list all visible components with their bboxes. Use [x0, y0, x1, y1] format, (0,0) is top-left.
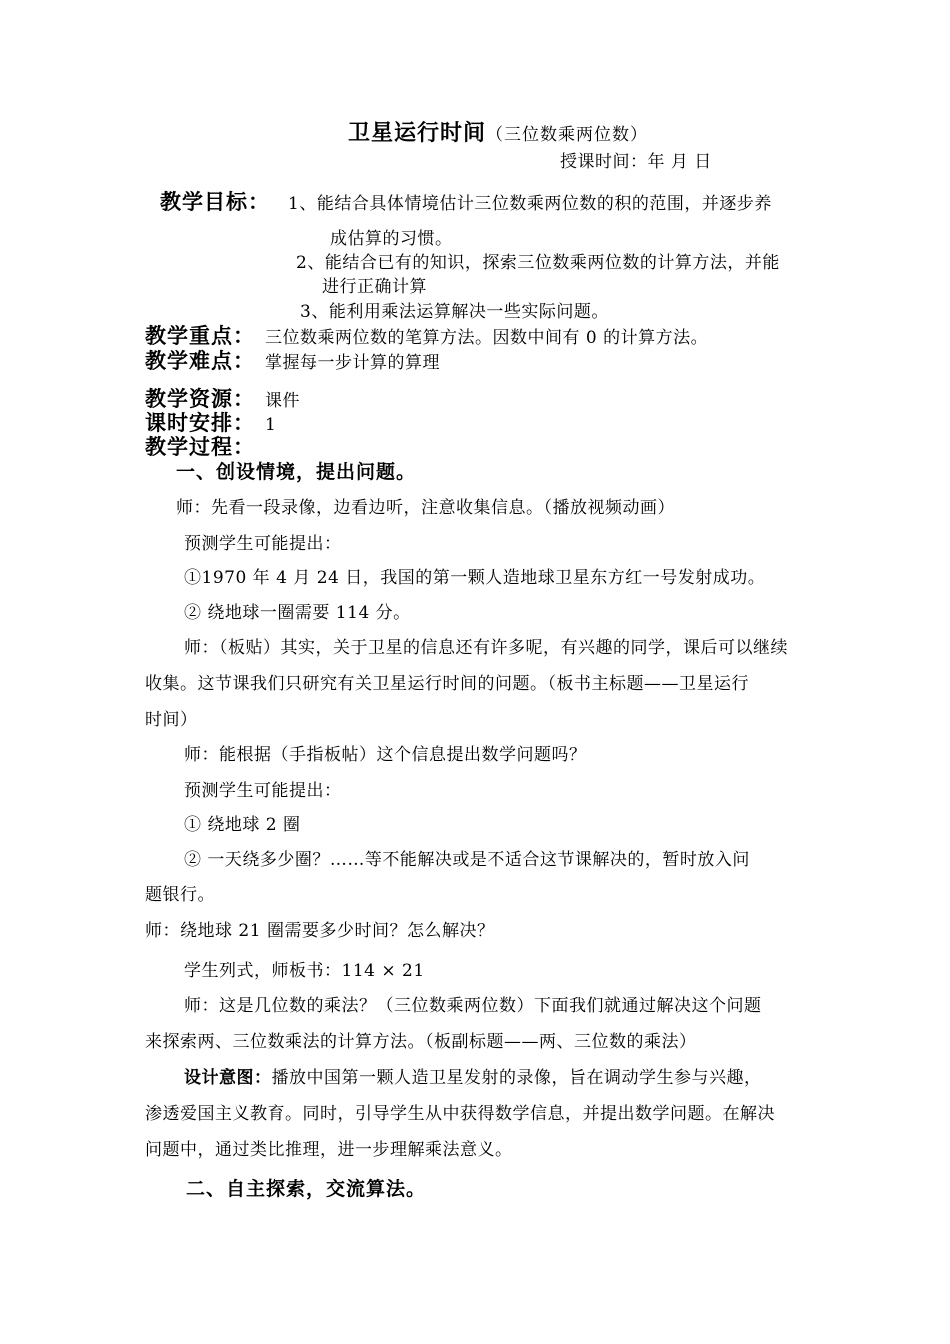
paragraph: ② 一天绕多少圈？……等不能解决或是不适合这节课解决的，暂时放入问 — [184, 850, 750, 870]
paragraph: 师：这是几位数的乘法？（三位数乘两位数）下面我们就通过解决这个问题 — [184, 996, 762, 1016]
key-points-label: 教学重点： — [145, 324, 255, 348]
objectives-label: 教学目标： — [160, 190, 270, 214]
difficulties-label: 教学难点： — [145, 349, 255, 373]
paragraph: 学生列式，师板书：114 × 21 — [184, 961, 425, 981]
paragraph: 师：能根据（手指板帖）这个信息提出数学问题吗？ — [184, 745, 587, 765]
design-intent-line1: 设计意图：播放中国第一颗人造卫星发射的录像，旨在调动学生参与兴趣， — [184, 1068, 762, 1088]
paragraph: 题银行。 — [145, 885, 215, 905]
schedule-text: 1 — [265, 415, 277, 435]
schedule-label: 课时安排： — [145, 411, 255, 435]
objective-3: 3、能利用乘法运算解决一些实际问题。 — [300, 302, 609, 322]
date-line: 授课时间：年 月 日 — [560, 152, 712, 172]
difficulties-text: 掌握每一步计算的算理 — [265, 353, 440, 373]
paragraph: 时间） — [145, 710, 198, 730]
paragraph: 预测学生可能提出： — [184, 534, 342, 554]
objective-2-line2: 进行正确计算 — [322, 277, 427, 297]
document-title — [348, 123, 648, 146]
design-intent-line3: 问题中，通过类比推理，进一步理解乘法意义。 — [145, 1140, 513, 1160]
paragraph: ② 绕地球一圈需要 114 分。 — [184, 603, 411, 623]
resources-label: 教学资源： — [145, 387, 255, 411]
key-points-text: 三位数乘两位数的笔算方法。因数中间有 0 的计算方法。 — [265, 328, 709, 348]
resources-text: 课件 — [265, 391, 300, 411]
objective-1-line2: 成估算的习惯。 — [330, 229, 453, 249]
paragraph: 预测学生可能提出： — [184, 781, 342, 801]
section-1-heading: 一、创设情境，提出问题。 — [176, 461, 417, 483]
paragraph: 师：绕地球 21 圈需要多少时间？怎么解决？ — [145, 921, 495, 941]
design-intent-label: 设计意图： — [184, 1068, 272, 1088]
paragraph: 师：先看一段录像，边看边听，注意收集信息。（播放视频动画） — [176, 498, 675, 518]
section-2-heading: 二、自主探索，交流算法。 — [186, 1178, 427, 1200]
title-subtitle: （三位数乘两位数） — [486, 125, 649, 145]
paragraph: 师：（板贴）其实，关于卫星的信息还有许多呢，有兴趣的同学，课后可以继续 — [184, 638, 788, 658]
design-intent-line2: 渗透爱国主义教育。同时，引导学生从中获得数学信息，并提出数学问题。在解决 — [145, 1104, 775, 1124]
paragraph: 收集。这节课我们只研究有关卫星运行时间的问题。（板书主标题——卫星运行 — [145, 674, 749, 694]
title-main: 卫星运行时间 — [348, 121, 487, 146]
objective-1-line1: 1、能结合具体情境估计三位数乘两位数的积的范围，并逐步养 — [288, 194, 772, 214]
paragraph: ① 绕地球 2 圈 — [184, 815, 301, 835]
process-label: 教学过程： — [145, 435, 255, 459]
objective-2-line1: 2、能结合已有的知识，探索三位数乘两位数的计算方法，并能 — [296, 253, 780, 273]
paragraph: ①1970 年 4 月 24 日，我国的第一颗人造地球卫星东方红一号发射成功。 — [184, 568, 766, 588]
paragraph: 来探索两、三位数乘法的计算方法。（板副标题——两、三位数的乘法） — [145, 1032, 697, 1052]
